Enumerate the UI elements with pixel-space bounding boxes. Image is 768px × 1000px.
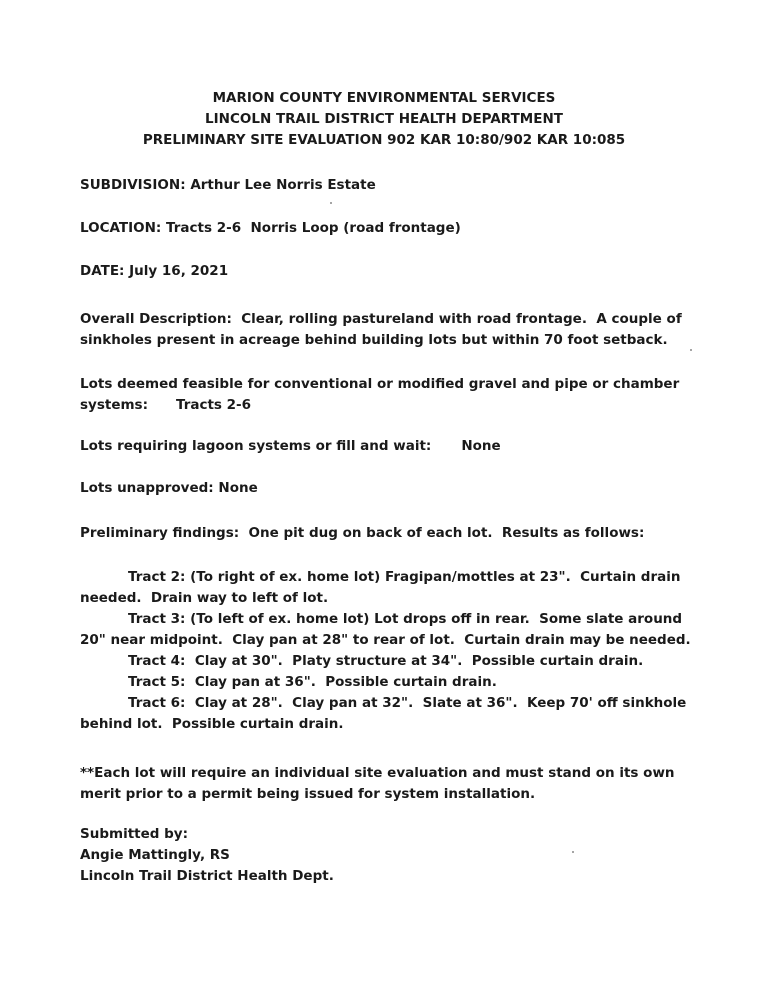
subdivision-line [80, 175, 376, 196]
tract-4-line: Tract 4: Clay at 30". Platy structure at 34". Possible curtain drain. [128, 653, 644, 669]
unapproved-label: Lots unapproved: [80, 480, 214, 496]
tract-2-line-1: Tract 2: (To right of ex. home lot) Fragipan/mottles at 23". Curtain drain [128, 569, 681, 585]
signature-block [80, 824, 700, 887]
tract-findings [80, 567, 690, 735]
tract-6-line-2: behind lot. Possible curtain drain. [80, 716, 344, 732]
tract-6-line-1: Tract 6: Clay at 28". Clay pan at 32". Slate at 36". Keep 70' off sinkhole [128, 695, 687, 711]
scan-speck [330, 202, 332, 204]
note-line-1: **Each lot will require an individual site evaluation and must stand on its own [80, 765, 675, 781]
submitted-by: Submitted by: [80, 826, 188, 842]
preliminary-findings: Preliminary findings: One pit dug on back of each lot. Results as follows: [80, 525, 645, 541]
date-value: July 16, 2021 [129, 263, 229, 279]
location-label: LOCATION: [80, 220, 162, 236]
feasible-lots [80, 374, 700, 416]
scan-speck [572, 851, 574, 853]
feasible-line-1: Lots deemed feasible for conventional or modified gravel and pipe or chamber [80, 376, 680, 392]
tract-2-line-2: needed. Drain way to left of lot. [80, 590, 329, 606]
header-line-2: LINCOLN TRAIL DISTRICT HEALTH DEPARTMENT [205, 111, 563, 127]
scan-speck [690, 349, 692, 351]
tract-5-line: Tract 5: Clay pan at 36". Possible curtain drain. [128, 674, 497, 690]
lagoon-line [80, 436, 501, 457]
location-value: Tracts 2-6 Norris Loop (road frontage) [166, 220, 461, 236]
note-line-2: merit prior to a permit being issued for system installation. [80, 786, 536, 802]
tract-3-line-1: Tract 3: (To left of ex. home lot) Lot drops off in rear. Some slate around [128, 611, 683, 627]
feasible-line-2 [80, 395, 700, 416]
overall-description [80, 309, 700, 351]
overall-line-1: Overall Description: Clear, rolling pastureland with road frontage. A couple of [80, 311, 682, 327]
header-line-3: PRELIMINARY SITE EVALUATION 902 KAR 10:80/902 KAR 10:085 [142, 132, 626, 148]
feasible-systems-label: systems: [80, 397, 148, 413]
document-header [0, 88, 768, 151]
date-label: DATE: [80, 263, 125, 279]
location-line [80, 218, 461, 239]
unapproved-value: None [218, 480, 258, 496]
lagoon-value: None [461, 438, 501, 454]
evaluation-note [80, 763, 700, 805]
date-line [80, 261, 228, 282]
lagoon-label: Lots requiring lagoon systems or fill and wait: [80, 438, 432, 454]
feasible-systems-value: Tracts 2-6 [175, 397, 252, 413]
submitter-organization: Lincoln Trail District Health Dept. [80, 868, 334, 884]
header-line-1: MARION COUNTY ENVIRONMENTAL SERVICES [212, 90, 556, 106]
unapproved-line [80, 478, 258, 499]
submitter-name: Angie Mattingly, RS [80, 847, 230, 863]
tract-3-line-2: 20" near midpoint. Clay pan at 28" to rear of lot. Curtain drain may be needed. [80, 632, 691, 648]
subdivision-value: Arthur Lee Norris Estate [190, 177, 376, 193]
subdivision-label: SUBDIVISION: [80, 177, 186, 193]
overall-line-2: sinkholes present in acreage behind building lots but within 70 foot setback. [80, 332, 668, 348]
